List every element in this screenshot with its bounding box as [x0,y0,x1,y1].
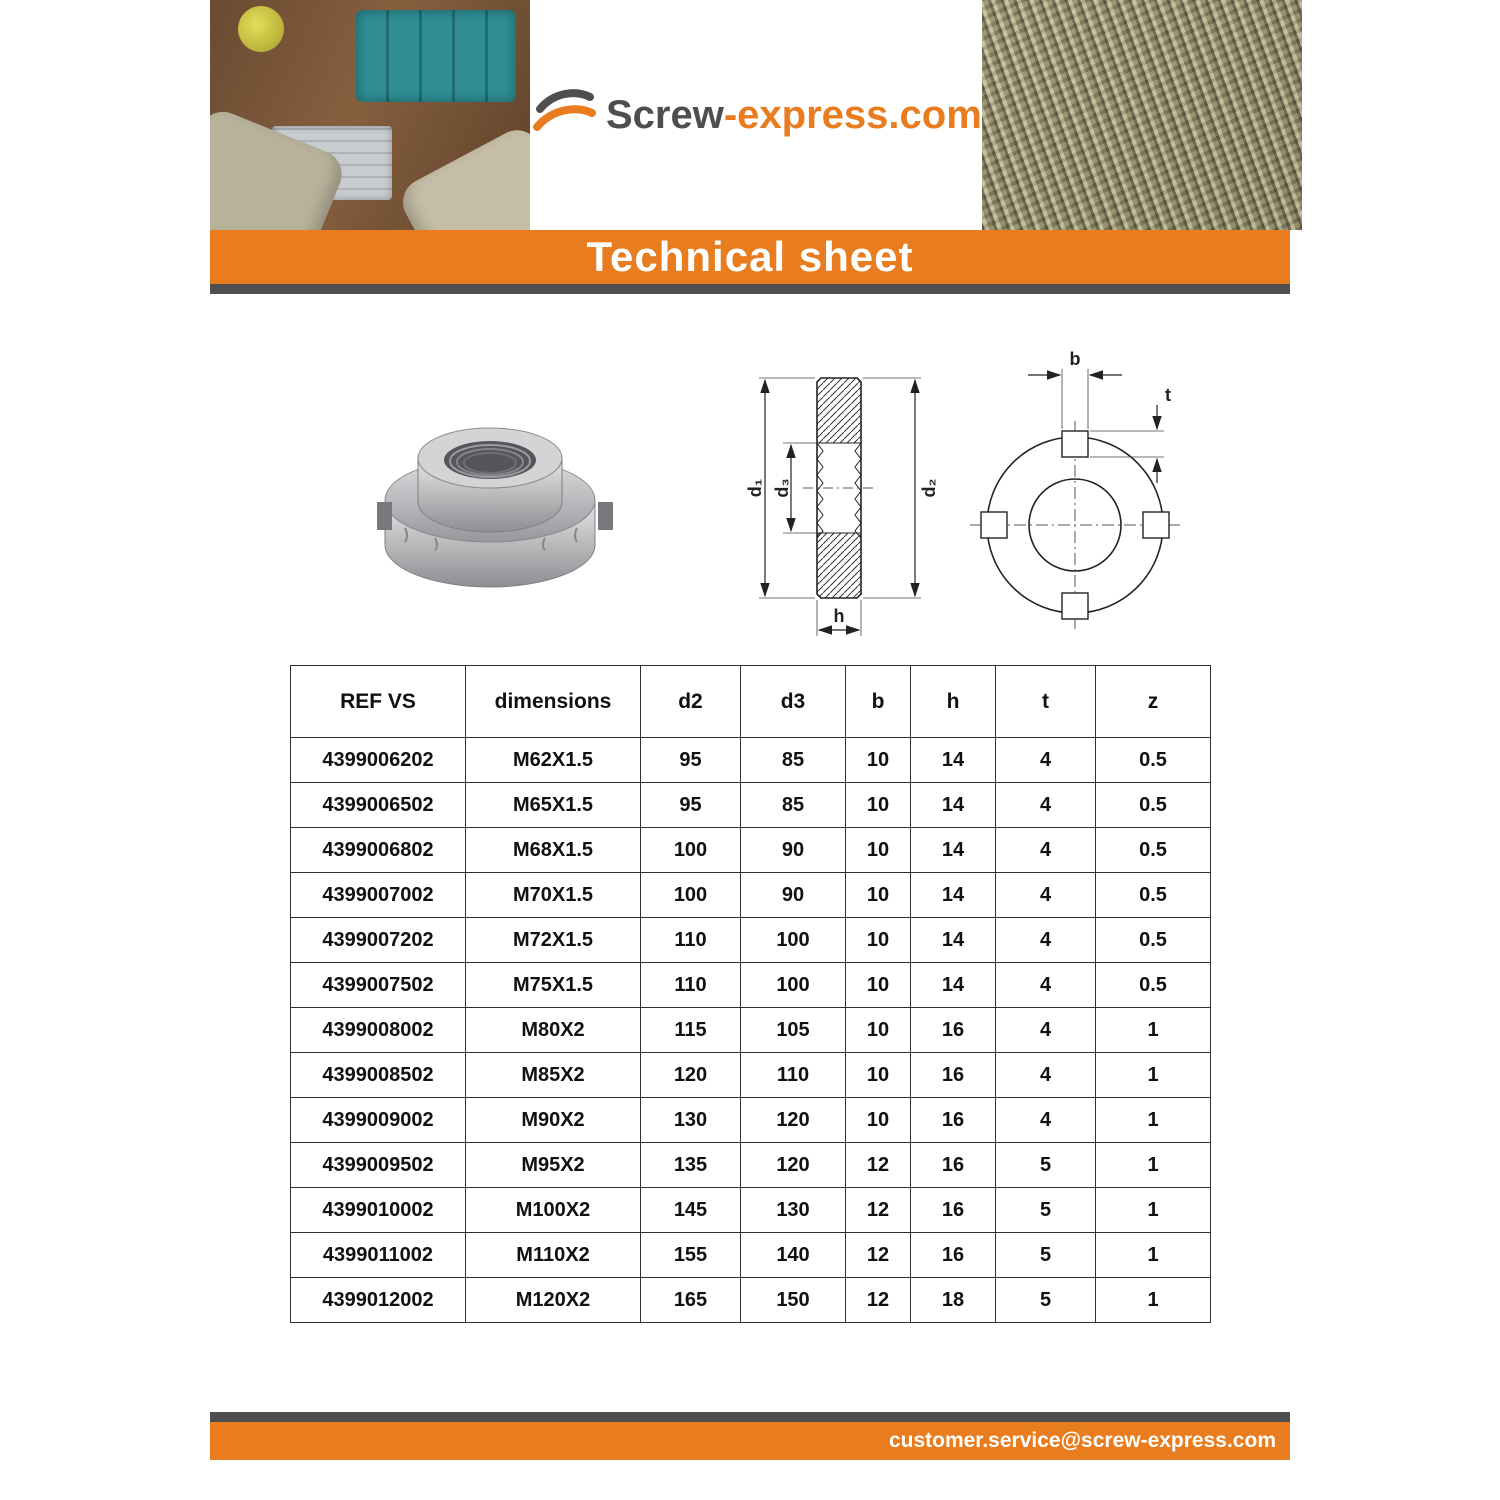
table-cell: 4399012002 [291,1278,466,1323]
table-cell: 14 [911,783,996,828]
logo [530,0,982,230]
table-cell: 110 [641,918,741,963]
table-cell: 120 [641,1053,741,1098]
table-row [291,1098,1211,1143]
spec-table [290,665,1211,1323]
table-cell: 4399008002 [291,1008,466,1053]
table-cell: 10 [846,828,911,873]
table-cell: 155 [641,1233,741,1278]
table-cell: 16 [911,1098,996,1143]
dim-label-d3: d₃ [772,478,792,498]
column-header: h [911,666,996,738]
banner-underbar [210,284,1290,294]
table-row [291,783,1211,828]
table-cell: 1 [1096,1053,1211,1098]
table-cell: 4 [996,1098,1096,1143]
section-drawing [725,348,945,650]
table-cell: 0.5 [1096,783,1211,828]
table-cell: 10 [846,963,911,1008]
table-cell: 0.5 [1096,963,1211,1008]
column-header: d2 [641,666,741,738]
table-cell: 100 [741,918,846,963]
table-cell: M68X1.5 [466,828,641,873]
table-cell: 14 [911,738,996,783]
table-row [291,918,1211,963]
table-cell: 1 [1096,1098,1211,1143]
table-cell: 85 [741,783,846,828]
table-cell: 1 [1096,1143,1211,1188]
table-cell: 90 [741,828,846,873]
table-cell: 5 [996,1188,1096,1233]
table-cell: 12 [846,1278,911,1323]
table-cell: 100 [741,963,846,1008]
logo-text [606,93,982,138]
table-cell: 0.5 [1096,873,1211,918]
table-cell: 0.5 [1096,828,1211,873]
table-cell: 145 [641,1188,741,1233]
table-row [291,1278,1211,1323]
table-cell: 4399011002 [291,1233,466,1278]
table-cell: 1 [1096,1188,1211,1233]
table-cell: 0.5 [1096,918,1211,963]
column-header: t [996,666,1096,738]
table-cell: 100 [641,873,741,918]
table-cell: 4399010002 [291,1188,466,1233]
table-cell: 90 [741,873,846,918]
column-header: dimensions [466,666,641,738]
dim-label-d2: d₂ [919,478,939,498]
table-cell: M95X2 [466,1143,641,1188]
table-cell: M100X2 [466,1188,641,1233]
table-cell: 16 [911,1053,996,1098]
table-cell: 16 [911,1143,996,1188]
table-cell: 14 [911,918,996,963]
table-cell: 10 [846,738,911,783]
table-cell: 4399008502 [291,1053,466,1098]
table-cell: 4 [996,1008,1096,1053]
tape-measure-shape [238,6,284,52]
column-header: b [846,666,911,738]
table-cell: 14 [911,828,996,873]
table-cell: 4399006502 [291,783,466,828]
table-cell: 120 [741,1098,846,1143]
table-cell: M80X2 [466,1008,641,1053]
table-cell: 16 [911,1008,996,1053]
table-cell: 100 [641,828,741,873]
table-cell: 4399009002 [291,1098,466,1143]
table-cell: 12 [846,1143,911,1188]
contact-email[interactable]: customer.service@screw-express.com [888,1429,1276,1452]
table-cell: M75X1.5 [466,963,641,1008]
table-cell: 1 [1096,1008,1211,1053]
table-cell: 4399007202 [291,918,466,963]
table-cell: 10 [846,1053,911,1098]
table-cell: 4 [996,738,1096,783]
table-cell: 110 [741,1053,846,1098]
logo-suffix: -express.com [723,92,982,137]
table-cell: 4 [996,828,1096,873]
table-cell: 85 [741,738,846,783]
table-cell: 115 [641,1008,741,1053]
table-cell: 150 [741,1278,846,1323]
table-header-row [291,666,1211,738]
workbench-photo [210,0,530,230]
page-title: Technical sheet [586,233,914,280]
dim-label-h: h [833,606,845,626]
table-cell: M72X1.5 [466,918,641,963]
table-row [291,1008,1211,1053]
title-banner [210,230,1290,284]
table-cell: 140 [741,1233,846,1278]
spec-table-section [290,665,1210,1323]
organizer-box-shape [356,10,516,102]
table-cell: 4 [996,873,1096,918]
table-cell: 14 [911,963,996,1008]
table-cell: 5 [996,1233,1096,1278]
arm-shape [210,105,349,230]
table-cell: 105 [741,1008,846,1053]
table-row [291,873,1211,918]
table-cell: 10 [846,918,911,963]
table-row [291,963,1211,1008]
table-cell: 135 [641,1143,741,1188]
column-header: z [1096,666,1211,738]
table-row [291,1143,1211,1188]
table-cell: 1 [1096,1278,1211,1323]
table-cell: 5 [996,1278,1096,1323]
table-cell: 5 [996,1143,1096,1188]
table-cell: 0.5 [1096,738,1211,783]
table-cell: 165 [641,1278,741,1323]
table-cell: 110 [641,963,741,1008]
table-cell: 4399007502 [291,963,466,1008]
table-cell: 4399006802 [291,828,466,873]
dim-label-t: t [1165,385,1171,405]
table-cell: 1 [1096,1233,1211,1278]
table-cell: M90X2 [466,1098,641,1143]
product-photo [365,400,625,610]
table-cell: M85X2 [466,1053,641,1098]
footer-bar [210,1422,1290,1460]
table-cell: 10 [846,1098,911,1143]
table-cell: 14 [911,873,996,918]
table-cell: 4 [996,1053,1096,1098]
table-cell: 130 [641,1098,741,1143]
table-cell: M110X2 [466,1233,641,1278]
table-cell: 10 [846,873,911,918]
spec-table-body [291,738,1211,1323]
column-header: d3 [741,666,846,738]
section-view [725,348,945,650]
dim-label-d1: d₁ [745,478,765,498]
table-cell: 95 [641,783,741,828]
front-view-drawing [952,335,1200,637]
front-view [952,335,1200,637]
table-cell: 4 [996,783,1096,828]
table-row [291,1233,1211,1278]
dim-label-b: b [1069,349,1081,369]
table-row [291,828,1211,873]
table-row [291,1188,1211,1233]
slotted-nut-image [365,400,625,610]
logo-swoosh-icon [530,87,596,143]
table-cell: 16 [911,1233,996,1278]
table-cell: 16 [911,1188,996,1233]
column-header: REF VS [291,666,466,738]
table-cell: M65X1.5 [466,783,641,828]
table-cell: 12 [846,1233,911,1278]
header [210,0,1290,230]
table-cell: M70X1.5 [466,873,641,918]
footer-graybar [210,1412,1290,1422]
table-row [291,738,1211,783]
table-cell: 4399006202 [291,738,466,783]
table-cell: M120X2 [466,1278,641,1323]
table-cell: 4 [996,918,1096,963]
table-cell: 95 [641,738,741,783]
table-cell: 130 [741,1188,846,1233]
table-cell: 4 [996,963,1096,1008]
table-cell: M62X1.5 [466,738,641,783]
table-cell: 10 [846,783,911,828]
table-cell: 18 [911,1278,996,1323]
screws-pile-photo [982,0,1302,230]
arm-shape-2 [395,122,530,230]
table-cell: 4399007002 [291,873,466,918]
logo-brand: Screw [606,92,724,137]
table-cell: 10 [846,1008,911,1053]
table-cell: 120 [741,1143,846,1188]
table-cell: 12 [846,1188,911,1233]
table-cell: 4399009502 [291,1143,466,1188]
table-row [291,1053,1211,1098]
